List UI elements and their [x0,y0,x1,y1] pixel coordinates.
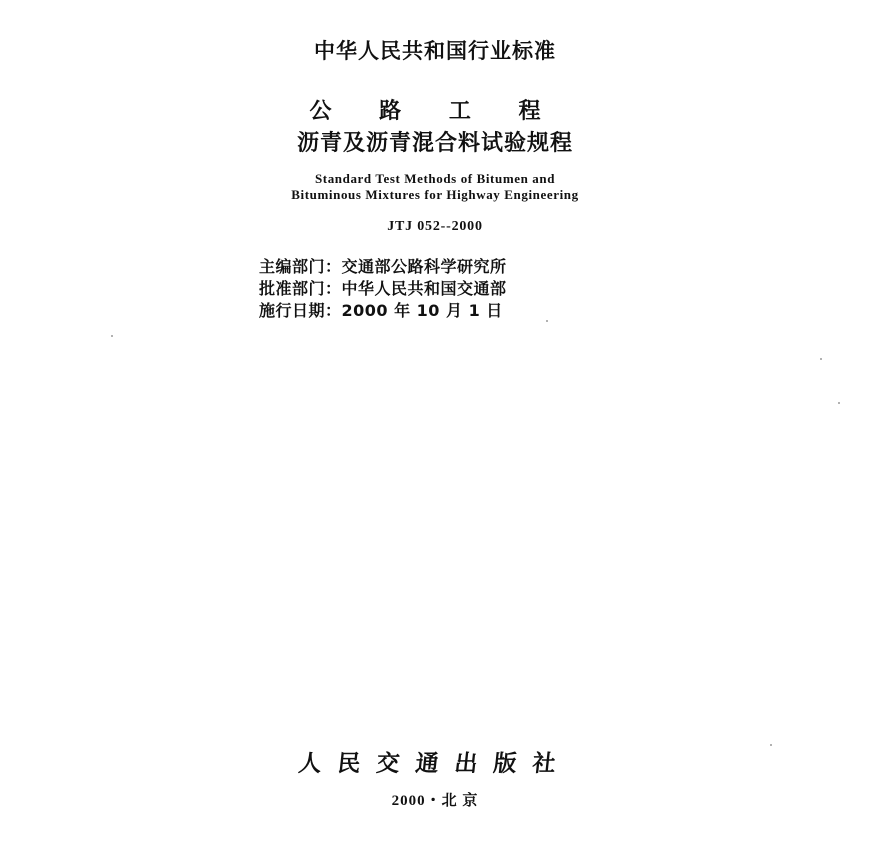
title-line-2: 沥青及沥青混合料试验规程 [296,130,573,156]
scan-speck [770,744,772,746]
standard-code: JTJ 052--2000 [387,219,483,234]
publisher-name: 人民交通出版社 [297,750,573,777]
scan-speck [546,320,548,322]
approval-department: 批准部门：中华人民共和国交通部 [259,279,507,298]
scan-speck [820,358,822,360]
english-title-line-2: Bituminous Mixtures for Highway Engineering [291,187,579,202]
standard-header: 中华人民共和国行业标准 [314,38,556,63]
editor-department: 主编部门：交通部公路科学研究所 [259,257,507,276]
english-title-line-1: Standard Test Methods of Bitumen and [314,171,556,186]
publication-place-year: 2000・北 京 [391,793,479,809]
scan-speck [111,335,113,337]
metadata-block [259,256,507,322]
title-line-1: 公 路 工 程 [309,98,561,124]
effective-date: 施行日期：2000 年 10 月 1 日 [259,301,503,320]
scan-speck [838,402,840,404]
